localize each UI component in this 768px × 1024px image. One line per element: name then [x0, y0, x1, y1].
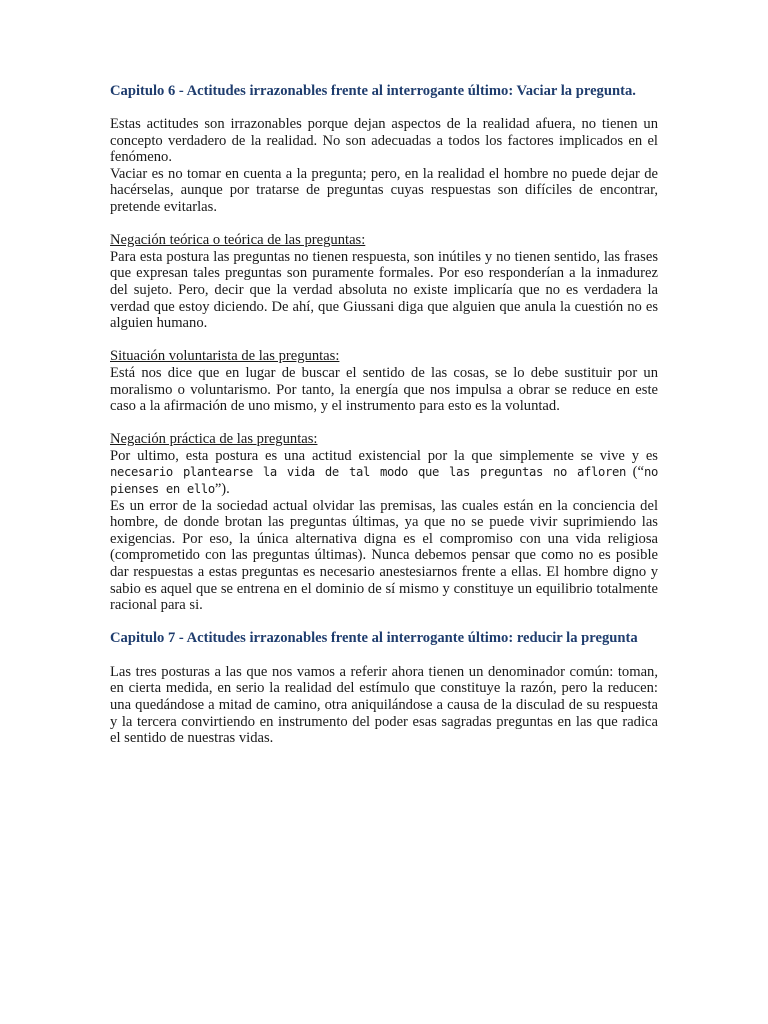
chapter-6-intro-paragraph-1: Estas actitudes son irrazonables porque dejan aspectos de la realidad afuera, no tienen un concepto verdadero de la realidad. No son adecuadas a todos los factores implicados en el fenómeno.: [110, 116, 658, 166]
section-theoretical-negation: [110, 232, 658, 332]
section-practical-negation: [110, 431, 658, 614]
section-body-practical-negation-mono-1: necesario plantearse la vida de tal modo que las preguntas no afloren: [110, 465, 626, 480]
section-body-theoretical-negation: Para esta postura las preguntas no tienen respuesta, son inútiles y no tienen sentido, las frases que expresan tales preguntas son puramente formales. Por eso responderían a la inmadurez del sujeto. Pero, decir que la verdad absoluta no existe implicaría que no es verdadera la verdad que estoy diciendo. De ahí, que Giussani diga que alguien que anula la cuestión no es alguien humano.: [110, 248, 658, 332]
section-title-voluntarist-situation: Situación voluntarista de las preguntas:: [110, 348, 340, 365]
chapter-6-intro-paragraph-2: Vaciar es no tomar en cuenta a la pregunta; pero, en la realidad el hombre no puede dejar de hacérselas, aunque por tratarse de preguntas cuyas respuestas son difíciles de encontrar, pretende evitarlas.: [110, 165, 658, 215]
quote-close: ”).: [214, 481, 230, 498]
document-page: [110, 83, 658, 747]
section-body-practical-negation-mono-2: no pienses en ello: [110, 465, 658, 497]
chapter-7-heading: Capitulo 7 - Actitudes irrazonables frente al interrogante último: reducir la pregunta: [110, 629, 638, 646]
section-body-voluntarist-situation: Está nos dice que en lugar de buscar el sentido de las cosas, se lo debe sustituir por un moralismo o voluntarismo. Por tanto, la energía que nos impulsa a obrar se reduce en este caso a la afirmación de uno mismo, y el instrumento para esto es la voluntad.: [110, 364, 658, 415]
section-title-theoretical-negation: Negación teórica o teórica de las preguntas:: [110, 232, 366, 249]
chapter-7-paragraph: Las tres posturas a las que nos vamos a referir ahora tienen un denominador común: toman, en cierta medida, en serio la realidad del estímulo que constituye la razón, pero la reducen: una quedándose a mitad de camino, otra aniquilándose a causa de la disculad de su respuesta y la tercera convirtiendo en instrumento del poder esas sagradas preguntas en las que radica el sentido de nuestras vidas.: [110, 663, 658, 747]
section-body-practical-negation-continued: Es un error de la sociedad actual olvidar las premisas, las cuales están en la conciencia del hombre, de donde brotan las preguntas últimas, ya que no se puede vivir suprimiendo las exigencias. Por eso, la única alternativa digna es el compromiso con una vida religiosa (comprometido con las preguntas últimas). Nunca debemos pensar que como no es posible dar respuestas a estas preguntas es necesario anestesiarnos frente a ellas. El hombre digno y sabio es aquel que se entrena en el dominio de sí mismo y constituye un equilibrio totalmente racional para si.: [110, 497, 658, 614]
chapter-6-heading: Capitulo 6 - Actitudes irrazonables frente al interrogante último: Vaciar la pregunta.: [110, 83, 636, 99]
section-body-practical-negation-line-1: Por ultimo, esta postura es una actitud existencial por la que simplemente se vive y es: [110, 447, 658, 464]
section-body-practical-negation: [110, 448, 658, 498]
section-voluntarist-situation: [110, 348, 658, 414]
section-title-practical-negation: Negación práctica de las preguntas:: [110, 431, 318, 448]
quote-open: (“: [625, 464, 645, 481]
